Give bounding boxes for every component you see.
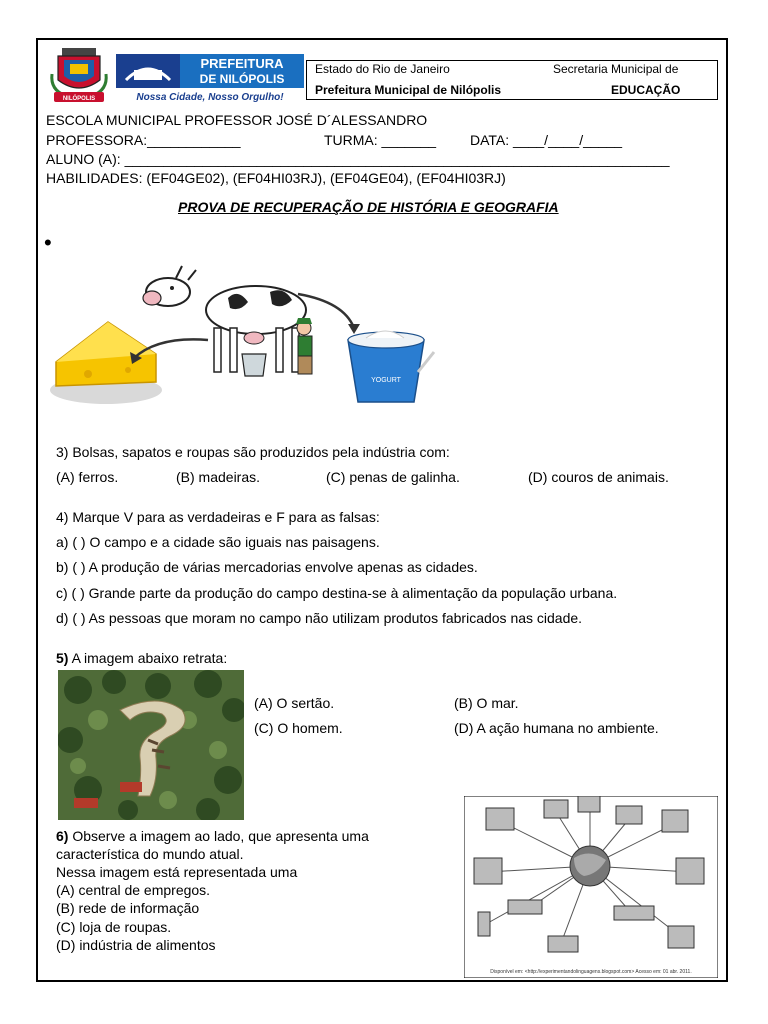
q6-line2: característica do mundo atual. [56,846,244,862]
city-crest-logo [48,46,110,104]
exam-title: PROVA DE RECUPERAÇÃO DE HISTÓRIA E GEOGRAFIA [178,199,559,215]
q5-question [56,650,227,666]
school-name: ESCOLA MUNICIPAL PROFESSOR JOSÉ D´ALESSANDRO [46,112,428,128]
q3-option-a: (A) ferros. [56,469,119,485]
q4-item-a: a) ( ) O campo e a cidade são iguais nas paisagens. [56,534,380,550]
q5-option-a: (A) O sertão. [254,695,335,711]
q5-option-c: (C) O homem. [254,720,343,736]
deforestation-image [58,670,244,820]
q6-line1 [56,828,369,844]
q5-text: A imagem abaixo retrata: [68,650,228,666]
information-network-image [464,796,718,978]
q4-item-b: b) ( ) A produção de várias mercadorias envolve apenas as cidades. [56,559,478,575]
q6-option-c: (C) loja de roupas. [56,919,172,935]
prefeitura-label: Prefeitura Municipal de Nilópolis [315,83,502,97]
q5-option-d: (D) A ação humana no ambiente. [454,720,659,736]
educacao-label: EDUCAÇÃO [611,83,681,97]
q5-option-b: (B) O mar. [454,695,519,711]
bullet: • [44,230,52,255]
crest-label: NILÓPOLIS [62,96,96,102]
aluno-field: ALUNO (A): ______________________________________________________________________ [46,151,670,167]
q4-question: 4) Marque V para as verdadeiras e F para as falsas: [56,509,380,525]
q6-option-a: (A) central de empregos. [56,882,211,898]
q3-option-c: (C) penas de galinha. [326,469,460,485]
q6-option-d: (D) indústria de alimentos [56,937,216,953]
q4-item-d: d) ( ) As pessoas que moram no campo não utilizam produtos fabricados nas cidade. [56,610,583,626]
professora-field: PROFESSORA:____________ [46,132,241,148]
state-label: Estado do Rio de Janeiro [315,62,450,76]
banner-slogan: Nossa Cidade, Nosso Orgulho! [136,92,284,103]
banner-line1: PREFEITURA [200,56,284,71]
q4-item-c: c) ( ) Grande parte da produção do campo destina-se à alimentação da população urbana. [56,585,618,601]
date-field: DATA: ____/____/_____ [470,132,623,148]
yogurt-label: YOGURT [371,377,401,384]
dairy-products-illustration [48,262,438,412]
prefeitura-banner [116,54,304,104]
q6-text: Observe a imagem ao lado, que apresenta uma [68,828,369,844]
secretaria-label: Secretaria Municipal de [553,62,679,76]
q3-question: 3) Bolsas, sapatos e roupas são produzidos pela indústria com: [56,444,450,460]
q6-option-b: (B) rede de informação [56,900,200,916]
exam-page [36,38,728,982]
header-box [306,60,718,100]
q5-number: 5) [56,650,69,666]
habilidades: HABILIDADES: (EF04GE02), (EF04HI03RJ), (EF04GE04), (EF04HI03RJ) [46,170,506,186]
banner-line2: DE NILÓPOLIS [199,72,285,86]
q3-option-d: (D) couros de animais. [528,469,669,485]
network-caption: Disponível em: <http://experimentandolinguagens.blogspot.com> Acesso em: 01 abr. 2011. [490,969,692,975]
q6-line3: Nessa imagem está representada uma [56,864,298,880]
q6-number: 6) [56,828,69,844]
turma-field: TURMA: _______ [324,132,437,148]
q3-option-b: (B) madeiras. [176,469,261,485]
